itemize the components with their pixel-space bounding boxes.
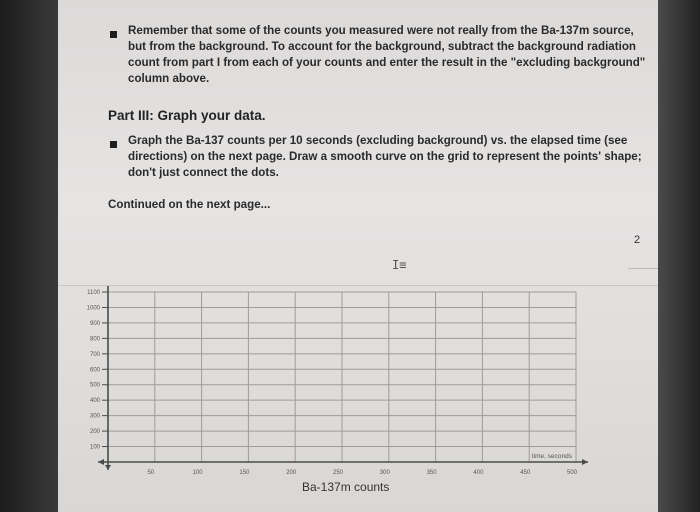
right-background (658, 0, 700, 512)
text-line: Graph the Ba-137 counts per 10 seconds (excluding background) vs. the elapsed time (see (128, 134, 628, 147)
x-axis-arrow-icon (582, 459, 588, 465)
x-tick-label: 250 (332, 470, 344, 476)
y-tick-label: 400 (89, 398, 100, 405)
y-axis-title: Ba-137m counts (302, 480, 390, 494)
text-line: directions) on the next page. Draw a smooth curve on the grid to represent the points' shape; (128, 150, 642, 163)
x-tick-label: 50 (147, 470, 155, 476)
x-tick-label: 400 (473, 470, 484, 476)
y-tick-label: 600 (89, 367, 100, 374)
x-tick-label: 500 (566, 470, 578, 476)
graph-grid (58, 272, 658, 492)
x-unit-label: time, seconds (531, 453, 572, 460)
continued-note: Continued on the next page... (108, 198, 271, 211)
background-instructions (128, 23, 645, 87)
divider-line (628, 268, 658, 269)
x-tick-label: 450 (520, 470, 531, 476)
y-axis-arrow-icon (105, 465, 111, 470)
graph-instructions (128, 133, 642, 181)
x-tick-label: 350 (426, 470, 437, 476)
page-number: 2 (634, 234, 641, 246)
y-tick-label: 700 (89, 351, 100, 358)
x-tick-label: 150 (239, 470, 250, 476)
bullet-marker (110, 31, 117, 38)
y-tick-label: 300 (89, 413, 100, 420)
text-line: don't just connect the dots. (128, 166, 279, 179)
y-tick-label: 1000 (86, 305, 100, 312)
left-background (0, 0, 58, 512)
x-tick-label: 200 (286, 470, 297, 476)
x-axis-arrow-left-icon (98, 459, 104, 465)
bullet-marker (110, 141, 117, 148)
document-page (58, 0, 658, 512)
y-tick-label: 800 (89, 336, 100, 343)
x-tick-label: 100 (192, 470, 203, 476)
y-tick-label: 200 (89, 429, 100, 436)
text-line: column above. (128, 72, 210, 85)
text-cursor-icon: I≡ (392, 258, 407, 272)
y-tick-label: 900 (89, 320, 100, 327)
y-tick-label: 100 (89, 444, 100, 451)
text-line: count from part I from each of your counts and enter the result in the "excluding background" (128, 56, 646, 69)
text-line: but from the background. To account for the background, subtract the background radiation (128, 40, 637, 53)
text-line: Remember that some of the counts you measured were not really from the Ba-137m source, (128, 24, 634, 37)
y-tick-label: 500 (89, 382, 100, 389)
part-three-heading: Part III: Graph your data. (108, 108, 266, 123)
x-tick-label: 300 (379, 470, 390, 476)
y-tick-label: 1100 (87, 290, 100, 296)
